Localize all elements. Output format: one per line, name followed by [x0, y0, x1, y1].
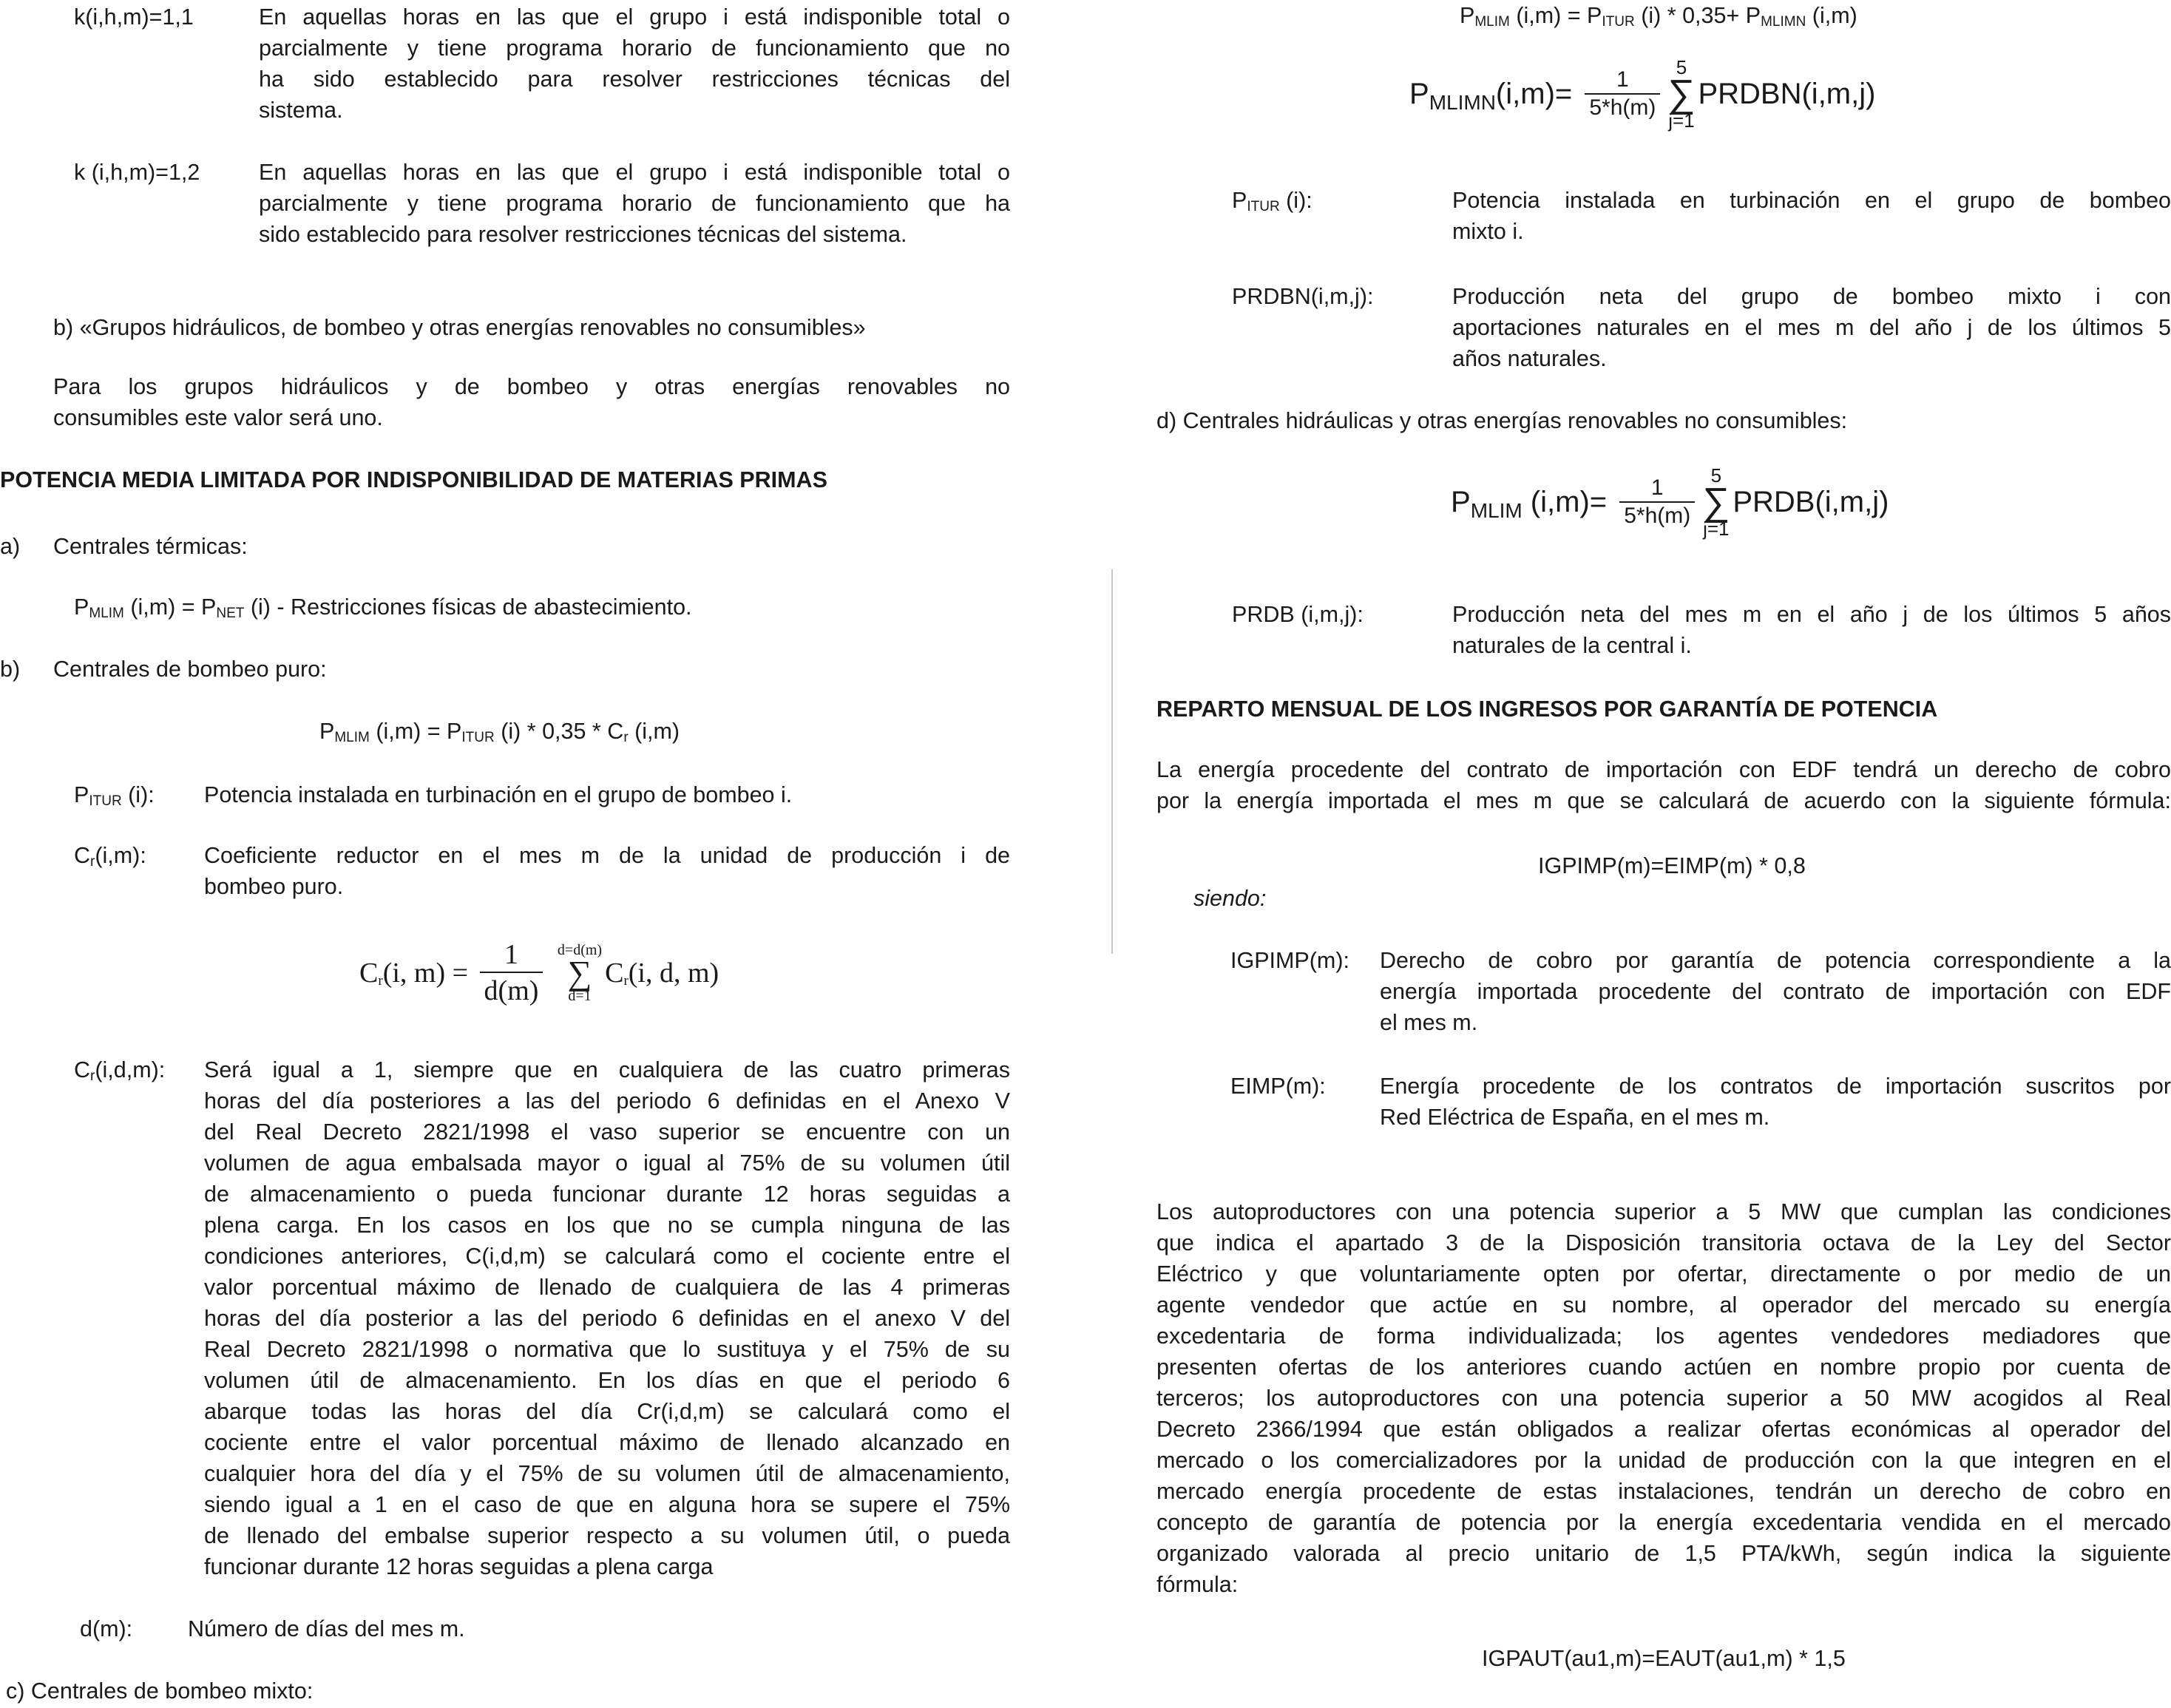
- r-siendo: siendo:: [1193, 886, 1267, 911]
- b-para-l2: consumibles este valor será uno.: [53, 405, 383, 430]
- b2-label: b): [0, 657, 21, 682]
- r-pmlimn-formula: $P_{MLIMN}(i,m)=$ $\frac{1}{5*h(m)}$ 5 ∑ j=1 PRDBN(i,m,j): [1409, 56, 1876, 132]
- sigma-icon: 5 ∑ j=1: [1702, 464, 1730, 540]
- r-top-formula: $P_{MLIM}$ $(i,m) = P_{ITUR}$ $(i) * 0,35+ P_{MLIMN}$ (i,m): [1460, 3, 1857, 30]
- b2-formula: $P_{MLIM}$ $(i,m) = P_{ITUR}$ $(i) * 0,35 * C_r$ (i,m): [319, 719, 680, 745]
- b-grupos-heading: b) «Grupos hidráulicos, de bombeo y otras energías renovables no consumibles»: [53, 315, 866, 340]
- r-igpimp-desc-l1: Derecho de cobro por garantía de potencia correspondiente a la: [1380, 948, 2171, 973]
- section-title-reparto: REPARTO MENSUAL DE LOS INGRESOS POR GARANTÍA DE POTENCIA: [1156, 697, 1938, 722]
- pitur-desc: Potencia instalada en turbinación en el grupo de bombeo i.: [204, 782, 793, 807]
- cr-formula: $C_r(i$, m) = $\frac{1}{d(m)}$ d=d(m) ∑ d=1 $C_r(i$, d, m): [359, 938, 719, 1009]
- r-prdbn-term: PRDBN(i,m,j):: [1232, 284, 1374, 309]
- r-autoprod-para: Los autoproductores con una potencia superior a 5 MW que cumplan las condiciones que indica el apartado 3 de la Disposición transitoria octava de la Ley del Sector Eléctrico y que voluntariamente opten por ofertar, directamente o por medio de un agente vendedor que actúe en su nombre, al operador del mercado su energía excedentaria de forma individualizada; los agentes vendedores mediadores que presenten ofertas de los anteriores cuando actúen en nombre propio por cuenta de terceros; los autoproductores con una potencia superior a 50 MW acogidos al Real Decreto 2366/1994 que están obligados a realizar ofertas económicas al operador del mercado o los comercializadores por la unidad de producción con la que integren en el mercado energía procedente de estas instalaciones, tendrán un derecho de cobro en concepto de garantía de potencia por la energía excedentaria vendida en el mercado organizado valorada al precio unitario de 1,5 PTA/kWh, según indica la siguiente fórmula:: [1156, 1199, 2171, 1597]
- k12-desc-l3: sido establecido para resolver restricciones técnicas del sistema.: [259, 222, 907, 247]
- dm-desc: Número de días del mes m.: [188, 1616, 465, 1641]
- crd-desc: Será igual a 1, siempre que en cualquiera de las cuatro primeras horas del día posteriores a las del periodo 6 definidas en el Anexo V del Real Decreto 2821/1998 el vaso superior se encuentre con un volumen de agua embalsada mayor o igual al 75% de su volumen útil de almacenamiento o pueda funcionar durante 12 horas seguidas a plena carga. En los casos en los que no se cumpla ninguna de las condiciones anteriores, C(i,d,m) se calculará como el cociente entre el valor porcentual máximo de llenado de cualquiera de las 4 primeras horas del día posterior a las del periodo 6 definidas en el anexo V del Real Decreto 2821/1998 o normativa que lo sustituya y el 75% de su volumen útil de almacenamiento. En los días en que el periodo 6 abarque todas las horas del día Cr(i,d,m) se calculará como el cociente entre el valor porcentual máximo de llenado alcanzado en cualquier hora del día y el 75% de su volumen útil de almacenamiento, siendo igual a 1 en el caso de que en alguna hora se supere el 75% de llenado del embalse superior respecto a su volumen útil, o pueda funcionar durante 12 horas seguidas a plena carga: [204, 1057, 1010, 1579]
- r-prdbn-desc-l2: aportaciones naturales en el mes m del año j de los últimos 5: [1452, 315, 2171, 340]
- r-edf-l1: La energía procedente del contrato de importación con EDF tendrá un derecho de cobro: [1156, 757, 2171, 782]
- k12-desc-l1: En aquellas horas en las que el grupo i está indisponible total o: [259, 160, 1010, 185]
- dm-term: d(m):: [80, 1616, 133, 1641]
- r-eimp-term: EIMP(m):: [1230, 1074, 1326, 1099]
- k12-desc-l2: parcialmente y tiene programa horario de funcionamiento que ha: [259, 191, 1010, 216]
- k12-term: k (i,h,m)=1,2: [74, 160, 200, 185]
- r-pitur-desc-l1: Potencia instalada en turbinación en el grupo de bombeo: [1452, 188, 2171, 213]
- r-igpimp-term: IGPIMP(m):: [1230, 948, 1349, 973]
- pitur-term: $P_{ITUR}$ (i):: [74, 782, 155, 809]
- section-title-materias-primas: POTENCIA MEDIA LIMITADA POR INDISPONIBILIDAD DE MATERIAS PRIMAS: [0, 467, 827, 492]
- r-prdbn-desc-l3: años naturales.: [1452, 346, 1607, 371]
- cr-term: $C_r(i,m)$:: [74, 843, 146, 870]
- r-igpimp-desc-l2: energía importada procedente del contrato de importación con EDF: [1380, 979, 2171, 1004]
- a-label: a): [0, 534, 21, 559]
- c-bombeo-mixto-heading: c) Centrales de bombeo mixto:: [6, 1678, 314, 1704]
- k11-desc-l4: sistema.: [259, 98, 343, 123]
- a-text: Centrales térmicas:: [53, 534, 248, 559]
- k11-desc-l2: parcialmente y tiene programa horario de funcionamiento que no: [259, 35, 1010, 61]
- cr-desc-l1: Coeficiente reductor en el mes m de la unidad de producción i de: [204, 843, 1010, 868]
- r-eimp-desc-l2: Red Eléctrica de España, en el mes m.: [1380, 1105, 1770, 1130]
- r-pmlimn-fraction: $\frac{1}{5*h(m)}$: [1585, 67, 1660, 121]
- cr-desc-l2: bombeo puro.: [204, 874, 344, 899]
- r-pmlim-fraction: $\frac{1}{5*h(m)}$: [1619, 475, 1695, 529]
- r-igpimp-formula: IGPIMP(m)=EIMP(m) * 0,8: [1538, 853, 1806, 878]
- r-prdb-term: PRDB (i,m,j):: [1232, 602, 1364, 627]
- sigma-icon: 5 ∑ j=1: [1667, 56, 1696, 132]
- r-pmlim-formula: $P_{MLIM}$ (i,m)= $\frac{1}{5*h(m)}$ 5 ∑ j=1 PRDB(i,m,j): [1451, 464, 1889, 540]
- r-prdb-desc-l2: naturales de la central i.: [1452, 633, 1692, 658]
- r-igpaut-formula: IGPAUT(au1,m)=EAUT(au1,m) * 1,5: [1482, 1646, 1846, 1671]
- k11-desc-l1: En aquellas horas en las que el grupo i está indisponible total o: [259, 4, 1010, 30]
- column-divider: [1111, 569, 1113, 954]
- r-prdbn-desc-l1: Producción neta del grupo de bombeo mixto i con: [1452, 284, 2171, 309]
- r-pitur-term: $P_{ITUR}$ (i):: [1232, 188, 1313, 214]
- r-d-heading: d) Centrales hidráulicas y otras energías renovables no consumibles:: [1156, 408, 1848, 433]
- r-pitur-desc-l2: mixto i.: [1452, 219, 1524, 244]
- sigma-icon: d=d(m) ∑ d=1: [557, 942, 603, 1004]
- r-igpimp-desc-l3: el mes m.: [1380, 1010, 1478, 1035]
- cr-fraction: $\frac{1}{d(m)}$: [480, 938, 543, 1009]
- crd-term: $C_r(i,d,m)$:: [74, 1057, 166, 1084]
- r-edf-l2: por la energía importada el mes m que se calculará de acuerdo con la siguiente fórmula:: [1156, 788, 2171, 813]
- b-para-l1: Para los grupos hidráulicos y de bombeo y otras energías renovables no: [53, 374, 1010, 399]
- k11-term: k(i,h,m)=1,1: [74, 4, 194, 30]
- k11-desc-l3: ha sido establecido para resolver restricciones técnicas del: [259, 67, 1010, 92]
- r-prdb-desc-l1: Producción neta del mes m en el año j de los últimos 5 años: [1452, 602, 2171, 627]
- r-eimp-desc-l1: Energía procedente de los contratos de importación suscritos por: [1380, 1074, 2171, 1099]
- b2-text: Centrales de bombeo puro:: [53, 657, 327, 682]
- a-formula: $P_{MLIM}$ $(i,m) = P_{NET}$ (i) - Restricciones físicas de abastecimiento.: [74, 594, 692, 621]
